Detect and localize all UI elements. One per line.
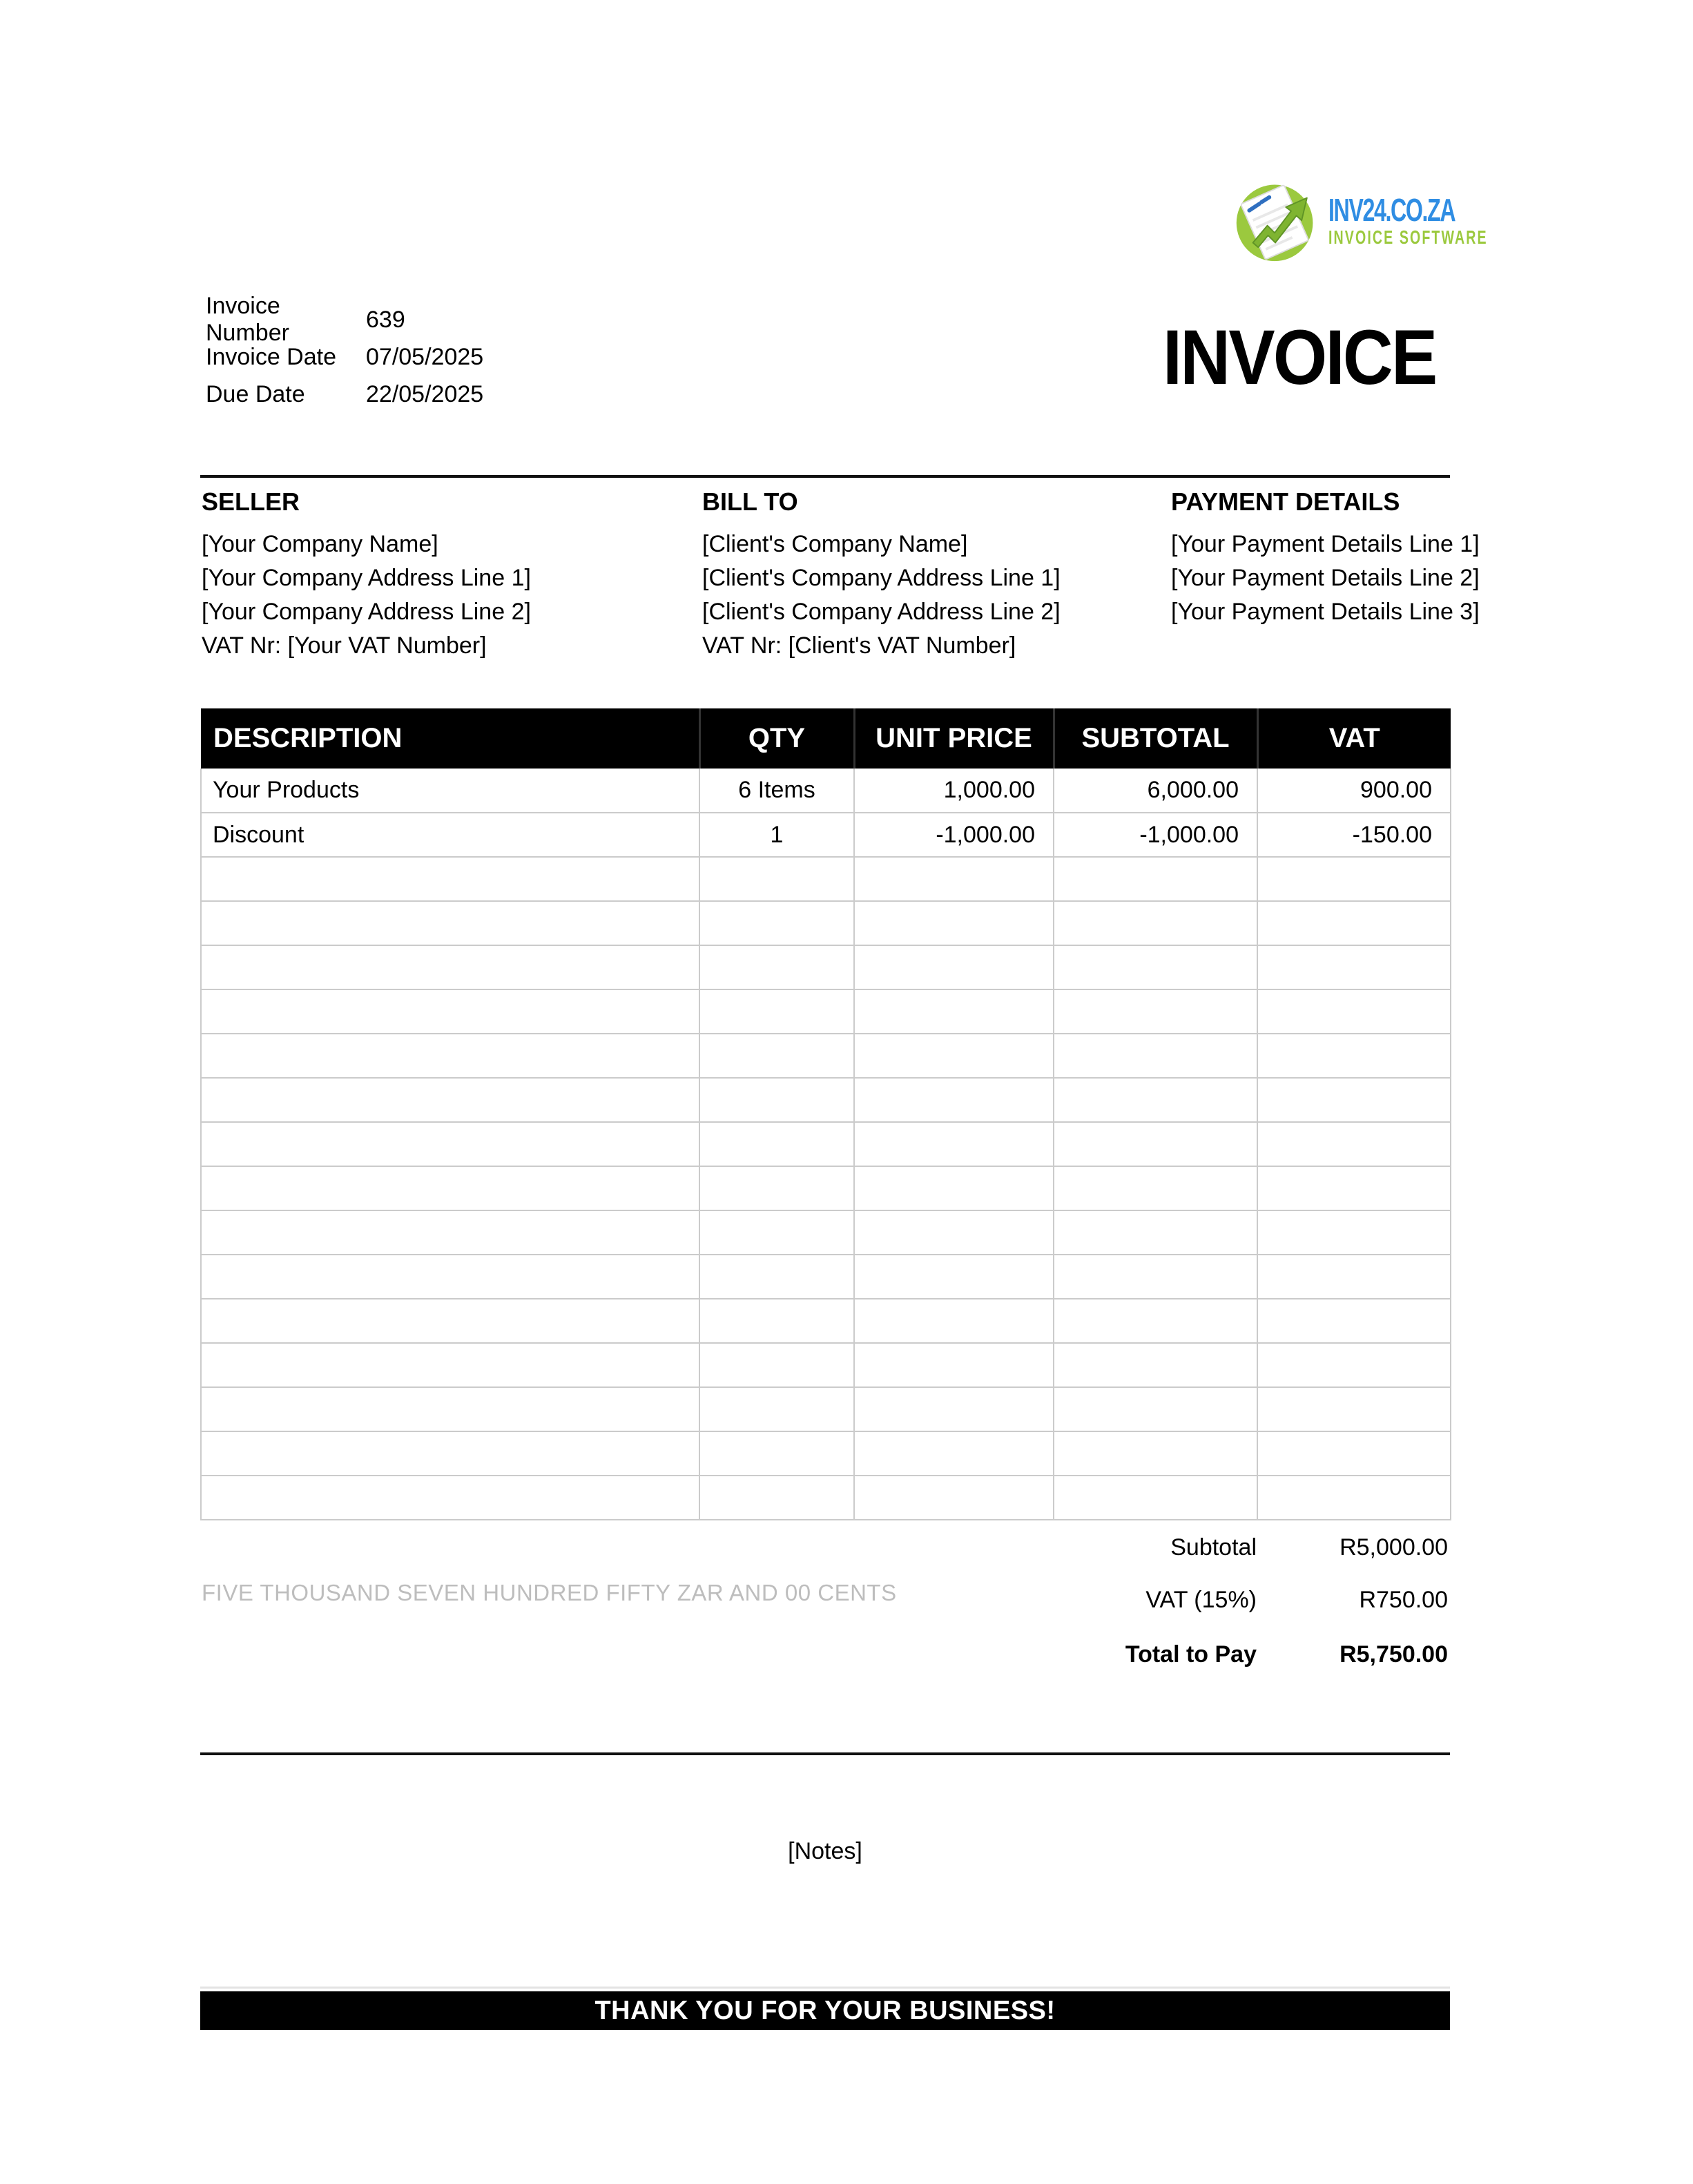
table-row [201,813,1451,857]
empty-cell [201,901,699,945]
empty-cell [854,1476,1054,1520]
empty-cell [854,857,1054,901]
bill-to-block [702,487,1158,663]
empty-cell [854,901,1054,945]
empty-cell [1054,1122,1257,1166]
bill-to-line: [Client's Company Name] [702,531,968,557]
item-unit-price: -1,000.00 [854,813,1054,857]
empty-cell [699,989,854,1034]
bill-to-vat-line: VAT Nr: [Client's VAT Number] [702,632,1016,659]
table-empty-row [201,1078,1451,1122]
empty-cell [699,1299,854,1343]
empty-cell [699,1431,854,1476]
logo-brand: INV24.CO.ZA [1328,192,1455,229]
empty-cell [699,945,854,989]
seller-vat-line: VAT Nr: [Your VAT Number] [202,632,487,659]
empty-cell [1257,1343,1451,1387]
empty-cell [699,1387,854,1431]
total-to-pay-row [200,1641,1448,1668]
empty-cell [854,1078,1054,1122]
table-row [201,769,1451,813]
empty-cell [1054,1034,1257,1078]
empty-cell [201,1343,699,1387]
empty-cell [1054,989,1257,1034]
empty-cell [1054,1343,1257,1387]
empty-cell [1054,1078,1257,1122]
item-qty: 6 Items [699,769,854,813]
empty-cell [1054,1431,1257,1476]
invoice-date-value: 07/05/2025 [366,343,484,370]
due-date-label: Due Date [206,380,305,407]
invoice-number-row [206,293,483,346]
empty-cell [201,1299,699,1343]
amount-in-words: FIVE THOUSAND SEVEN HUNDRED FIFTY ZAR AND 00 CENTS [202,1580,897,1605]
empty-cell [1257,1255,1451,1299]
bill-to-heading: BILL TO [702,487,798,516]
empty-cell [1257,1122,1451,1166]
top-divider [200,475,1450,478]
empty-cell [854,1387,1054,1431]
empty-cell [1257,1210,1451,1255]
table-empty-row [201,1122,1451,1166]
table-empty-row [201,945,1451,989]
empty-cell [854,989,1054,1034]
subtotal-label: Subtotal [1170,1534,1257,1560]
empty-cell [1257,989,1451,1034]
table-empty-row [201,1210,1451,1255]
item-vat: -150.00 [1257,813,1451,857]
seller-line: [Your Company Name] [202,531,438,557]
empty-cell [1257,1034,1451,1078]
bill-to-line: [Client's Company Address Line 2] [702,599,1061,625]
empty-cell [1054,901,1257,945]
empty-cell [854,1166,1054,1210]
table-empty-row [201,989,1451,1034]
empty-cell [1257,945,1451,989]
empty-cell [1257,1299,1451,1343]
empty-cell [1054,1166,1257,1210]
column-header-subtotal: SUBTOTAL [1054,708,1257,769]
empty-cell [854,1431,1054,1476]
empty-cell [699,1034,854,1078]
empty-cell [854,1210,1054,1255]
notes-placeholder: [Notes] [788,1838,862,1864]
empty-cell [699,1255,854,1299]
subtotal-row [200,1534,1448,1561]
table-empty-row [201,901,1451,945]
item-description: Your Products [201,769,699,813]
column-header-qty: QTY [699,708,854,769]
empty-cell [699,857,854,901]
empty-cell [1257,857,1451,901]
empty-cell [1257,901,1451,945]
item-subtotal: -1,000.00 [1054,813,1257,857]
empty-cell [1257,1431,1451,1476]
empty-cell [201,857,699,901]
vat-label: VAT (15%) [1145,1587,1257,1613]
table-empty-row [201,1166,1451,1210]
due-date-row [206,376,483,413]
empty-cell [201,1078,699,1122]
table-empty-row [201,857,1451,901]
invoice-date-label: Invoice Date [206,343,336,370]
seller-line: [Your Company Address Line 1] [202,565,531,591]
vat-amount: R750.00 [1359,1587,1448,1613]
empty-cell [201,1431,699,1476]
empty-cell [201,1476,699,1520]
total-to-pay-label: Total to Pay [1125,1641,1257,1668]
empty-cell [201,1122,699,1166]
empty-cell [854,1299,1054,1343]
inv24-logo-icon [1233,178,1319,264]
empty-cell [699,901,854,945]
empty-cell [1054,945,1257,989]
invoice-number-value: 639 [366,306,405,333]
empty-cell [1054,857,1257,901]
item-unit-price: 1,000.00 [854,769,1054,813]
bill-to-line: [Client's Company Address Line 1] [702,565,1061,591]
empty-cell [201,1166,699,1210]
item-qty: 1 [699,813,854,857]
empty-cell [699,1166,854,1210]
footer-message-bar: THANK YOU FOR YOUR BUSINESS! [200,1991,1450,2030]
table-empty-row [201,1431,1451,1476]
payment-details-line: [Your Payment Details Line 2] [1171,565,1480,591]
table-empty-row [201,1343,1451,1387]
item-description: Discount [201,813,699,857]
page-title: INVOICE [1163,314,1436,400]
empty-cell [1257,1078,1451,1122]
empty-cell [201,1034,699,1078]
table-empty-row [201,1476,1451,1520]
subtotal-amount: R5,000.00 [1339,1534,1448,1560]
payment-details-block [1171,487,1480,629]
empty-cell [1054,1387,1257,1431]
empty-cell [1257,1387,1451,1431]
empty-cell [1257,1476,1451,1520]
due-date-value: 22/05/2025 [366,380,484,407]
empty-cell [1054,1299,1257,1343]
empty-cell [201,1210,699,1255]
column-header-description: DESCRIPTION [201,708,699,769]
inv24-logo [1233,178,1556,264]
line-items-table [200,708,1451,1520]
empty-cell [854,1255,1054,1299]
empty-cell [699,1343,854,1387]
invoice-date-row [206,338,483,376]
empty-cell [854,1122,1054,1166]
invoice-number-label: Invoice Number [206,293,289,346]
column-header-unit-price: UNIT PRICE [854,708,1054,769]
bottom-divider [200,1752,1450,1755]
table-empty-row [201,1255,1451,1299]
logo-text [1328,193,1488,248]
empty-cell [1054,1210,1257,1255]
table-empty-row [201,1034,1451,1078]
empty-cell [1257,1166,1451,1210]
empty-cell [1054,1255,1257,1299]
table-header-row [201,708,1451,769]
empty-cell [1054,1476,1257,1520]
empty-cell [201,1387,699,1431]
empty-cell [699,1210,854,1255]
seller-heading: SELLER [202,487,300,516]
payment-details-line: [Your Payment Details Line 3] [1171,599,1480,625]
empty-cell [854,945,1054,989]
logo-tagline: INVOICE SOFTWARE [1328,226,1488,248]
total-to-pay-amount: R5,750.00 [1339,1641,1448,1668]
payment-details-heading: PAYMENT DETAILS [1171,487,1400,516]
item-subtotal: 6,000.00 [1054,769,1257,813]
empty-cell [699,1078,854,1122]
seller-block [202,487,685,663]
empty-cell [854,1343,1054,1387]
table-empty-row [201,1387,1451,1431]
item-vat: 900.00 [1257,769,1451,813]
empty-cell [201,989,699,1034]
empty-cell [699,1122,854,1166]
empty-cell [854,1034,1054,1078]
payment-details-line: [Your Payment Details Line 1] [1171,531,1480,557]
empty-cell [699,1476,854,1520]
invoice-meta [206,293,484,413]
column-header-vat: VAT [1257,708,1451,769]
seller-line: [Your Company Address Line 2] [202,599,531,625]
footer-divider [200,1987,1450,1989]
table-empty-row [201,1299,1451,1343]
empty-cell [201,1255,699,1299]
empty-cell [201,945,699,989]
